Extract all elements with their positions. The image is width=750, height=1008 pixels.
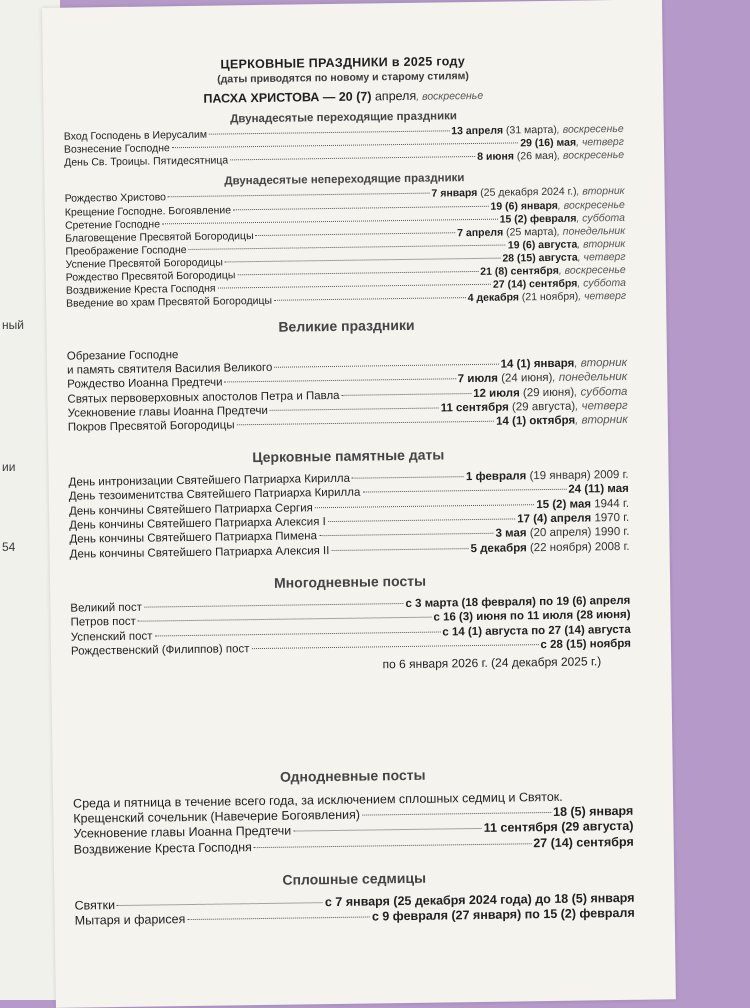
leader-dots bbox=[274, 297, 466, 301]
list-item-old-style: 1970 г. bbox=[591, 512, 629, 525]
list-item-old-style: (26 мая) bbox=[514, 150, 557, 163]
list-item-name: Рождество Пресвятой Богородицы bbox=[66, 269, 236, 284]
list-item-date: 4 декабря bbox=[468, 292, 519, 305]
list-item-period: с 9 февраля (27 января) по 15 (2) февраля bbox=[372, 906, 635, 924]
list-item-name: День тезоименитства Святейшего Патриарха Кирилла bbox=[69, 486, 361, 504]
leader-dots bbox=[270, 408, 439, 411]
pascha-day: , воскресенье bbox=[416, 90, 483, 103]
list-item-period: 11 сентября (29 августа) bbox=[484, 819, 634, 835]
list-item-period: с 7 января (25 декабря 2024 года) до 18 (5) января bbox=[325, 890, 635, 908]
list-item-weekday: , четверг bbox=[578, 251, 626, 264]
list-item-name: Петров пост bbox=[70, 615, 135, 630]
spacer bbox=[71, 667, 632, 755]
fixed-list bbox=[65, 185, 627, 311]
list-item-old-style: (31 марта) bbox=[503, 124, 557, 137]
list-item-name: День кончины Святейшего Патриарха Алексия I bbox=[69, 515, 326, 533]
list-item-name: Благовещение Пресвятой Богородицы bbox=[65, 230, 254, 246]
list-item-name: Вознесение Господне bbox=[64, 142, 170, 157]
list-item-weekday: , вторник bbox=[575, 414, 628, 427]
list-item-name: Обрезание Господне bbox=[67, 348, 179, 364]
list-item-date: 13 апреля bbox=[451, 125, 503, 138]
list-item-date: 7 января bbox=[431, 187, 477, 200]
leader-dots bbox=[237, 271, 478, 275]
list-item-date: 21 (8) сентября bbox=[480, 265, 559, 278]
leader-dots bbox=[237, 421, 495, 426]
list-item-name: Рождество Иоанна Предтечи bbox=[67, 376, 222, 393]
list-item-date: 17 (4) апреля bbox=[517, 512, 591, 525]
list-item-date: 15 (2) мая bbox=[536, 498, 591, 511]
leader-dots bbox=[187, 917, 370, 921]
adjacent-page-text: ный bbox=[2, 318, 24, 332]
list-item-date: 28 (15) августа bbox=[502, 252, 577, 265]
leader-dots bbox=[225, 258, 501, 263]
leader-dots bbox=[155, 631, 441, 636]
leader-dots bbox=[362, 812, 551, 816]
list-item-value bbox=[517, 511, 629, 527]
list-item-old-style: (24 июня) bbox=[498, 372, 553, 385]
list-item-name: Воздвижение Креста Господня bbox=[74, 840, 252, 858]
list-item-name: Великий пост bbox=[70, 601, 142, 616]
leader-dots bbox=[342, 393, 472, 396]
list-item-name: Вход Господень в Иерусалим bbox=[64, 129, 207, 144]
list-item-weekday: , вторник bbox=[576, 185, 624, 198]
list-item-name: Воздвижение Креста Господня bbox=[66, 283, 216, 298]
leader-dots bbox=[138, 617, 432, 622]
leader-dots bbox=[328, 518, 515, 522]
list-item-period: с 14 (1) августа по 27 (14) августа bbox=[442, 624, 631, 639]
list-item-value bbox=[553, 804, 633, 821]
list-item-date: 3 мая bbox=[495, 528, 526, 540]
list-item-value bbox=[496, 413, 628, 429]
list-item-name: День кончины Святейшего Патриарха Алексия II bbox=[70, 544, 330, 562]
list-item-date: 27 (14) сентября bbox=[493, 278, 578, 291]
leader-dots bbox=[252, 644, 539, 649]
leader-dots bbox=[362, 489, 566, 493]
leader-dots bbox=[254, 843, 531, 848]
list-item-name: Введение во храм Пресвятой Богородицы bbox=[66, 295, 272, 311]
leader-dots bbox=[189, 244, 506, 249]
leader-dots bbox=[352, 476, 464, 479]
leader-dots bbox=[144, 603, 404, 608]
list-item-name: Сретение Господне bbox=[65, 218, 160, 232]
leader-dots bbox=[218, 284, 491, 289]
great-list bbox=[67, 356, 628, 436]
list-item-period: 27 (14) сентября bbox=[533, 835, 634, 850]
list-item-date: 7 июля bbox=[458, 373, 498, 386]
list-item-period: с 28 (15) ноября bbox=[540, 638, 631, 651]
list-item-name: Святых первоверховных апостолов Петра и Павла bbox=[67, 389, 339, 407]
list-item-date: 24 (11) мая bbox=[568, 483, 629, 496]
list-item-value bbox=[533, 835, 634, 852]
list-item-name: Крещенский сочельник (Навечерие Богоявления) bbox=[73, 807, 360, 827]
list-item-value bbox=[468, 290, 627, 305]
pascha-line bbox=[63, 86, 623, 108]
leader-dots bbox=[168, 193, 430, 198]
list-item-name: День интронизации Святейшего Патриарха Кирилла bbox=[69, 471, 351, 489]
section-title-multiday: Многодневные посты bbox=[70, 570, 630, 594]
section-title-moveable: Двунадесятые переходящие праздники bbox=[64, 108, 624, 128]
booklet-page bbox=[42, 0, 676, 1008]
list-item-weekday: , воскресенье bbox=[557, 123, 624, 136]
list-item-period: с 16 (3) июня по 11 июля (28 июня) bbox=[433, 609, 630, 624]
list-item-weekday: , понедельник bbox=[557, 225, 625, 238]
leader-dots bbox=[172, 142, 519, 148]
list-item-name: Рождественский (Филиппов) пост bbox=[71, 642, 250, 659]
list-item-date: 11 сентября bbox=[441, 402, 509, 415]
oneday-list bbox=[73, 804, 634, 859]
list-item-name: Преображение Господне bbox=[65, 244, 186, 259]
pascha-month: апреля bbox=[375, 89, 416, 104]
page-subtitle: (даты приводятся по новому и старому стилям) bbox=[63, 68, 623, 88]
list-item-weekday: , суббота bbox=[574, 385, 627, 398]
list-item-weekday: , четверг bbox=[576, 136, 624, 149]
list-item-name: Рождество Христово bbox=[65, 192, 167, 207]
list-item-old-style: (25 марта) bbox=[503, 226, 557, 239]
oneday-note: Среда и пятница в течение всего года, за исключением сплошных седмиц и Святок. bbox=[73, 787, 633, 811]
list-item-weekday: , понедельник bbox=[552, 371, 627, 384]
list-item-value bbox=[477, 149, 624, 164]
list-item-value bbox=[471, 539, 630, 556]
memorial-list bbox=[69, 468, 630, 562]
leader-dots bbox=[209, 130, 449, 134]
list-item-date: 19 (6) августа bbox=[508, 238, 578, 251]
leader-dots bbox=[162, 218, 498, 224]
leader-dots bbox=[230, 156, 475, 160]
list-item-old-style: 1944 г. bbox=[591, 497, 629, 510]
list-item-date: 5 декабря bbox=[471, 542, 527, 555]
list-item-name: Святки bbox=[74, 898, 115, 914]
list-item-name: и память святителя Василия Великого bbox=[67, 361, 272, 378]
list-item-weekday: , суббота bbox=[576, 212, 625, 225]
solid-list bbox=[74, 890, 634, 929]
section-title-great: Великие праздники bbox=[66, 313, 626, 337]
list-item-name: День кончины Святейшего Патриарха Пимена bbox=[69, 529, 317, 547]
moveable-list bbox=[64, 123, 624, 170]
list-item-value bbox=[540, 637, 631, 653]
list-item-weekday: , суббота bbox=[577, 277, 626, 290]
leader-dots bbox=[331, 548, 468, 551]
multiday-list bbox=[70, 594, 631, 659]
page-title: ЦЕРКОВНЫЕ ПРАЗДНИКИ в 2025 году bbox=[63, 52, 623, 74]
list-item-old-style: (25 декабря 2024 г.) bbox=[477, 186, 576, 199]
list-item-date: 29 (16) мая bbox=[520, 137, 576, 150]
list-item-old-style: (20 апреля) 1990 г. bbox=[527, 526, 630, 539]
list-item-weekday: , воскресенье bbox=[557, 149, 624, 162]
list-item-value bbox=[372, 906, 635, 925]
list-item-period: 18 (5) января bbox=[553, 804, 633, 819]
list-item-name: Крещение Господне. Богоявление bbox=[65, 204, 231, 219]
list-item-value bbox=[568, 482, 629, 497]
list-item-name: День кончины Святейшего Патриарха Сергия bbox=[69, 501, 313, 519]
list-item-old-style: (19 января) 2009 г. bbox=[526, 469, 628, 482]
list-item-period: с 3 марта (18 февраля) по 19 (6) апреля bbox=[405, 595, 630, 610]
list-item-name: Усекновение главы Иоанна Предтечи bbox=[73, 824, 291, 843]
list-item-old-style: (29 июня) bbox=[520, 386, 575, 399]
list-item-date: 14 (1) октября bbox=[496, 415, 575, 428]
list-item-weekday: , воскресенье bbox=[559, 264, 626, 277]
leader-dots bbox=[233, 205, 488, 210]
list-item-weekday: , воскресенье bbox=[558, 198, 625, 211]
leader-dots bbox=[274, 364, 498, 368]
pascha-main: ПАСХА ХРИСТОВА — 20 (7) bbox=[203, 89, 371, 105]
list-item-date: 7 апреля bbox=[457, 226, 503, 239]
list-item-date: 8 июня bbox=[477, 151, 514, 164]
list-item-name: День Св. Троицы. Пятидесятница bbox=[64, 155, 228, 170]
list-item-old-style: (22 ноября) 2008 г. bbox=[527, 540, 630, 553]
list-item-weekday: , вторник bbox=[577, 238, 625, 251]
leader-dots bbox=[117, 902, 323, 906]
section-title-memorial: Церковные памятные даты bbox=[68, 444, 628, 468]
page-content bbox=[63, 52, 635, 932]
leader-dots bbox=[293, 828, 482, 832]
list-item-old-style: (21 ноября) bbox=[519, 291, 578, 304]
list-item-date: 12 июля bbox=[473, 387, 520, 400]
list-item-name: Успенский пост bbox=[71, 629, 153, 645]
list-item-date: 19 (6) января bbox=[490, 199, 558, 212]
list-item-date: 14 (1) января bbox=[500, 357, 574, 370]
section-title-oneday: Однодневные посты bbox=[73, 763, 633, 787]
list-item-weekday: , четверг bbox=[578, 290, 626, 303]
list-item-weekday: , вторник bbox=[574, 357, 627, 370]
list-item-name: Мытаря и фарисея bbox=[75, 912, 186, 929]
list-item-weekday: , четверг bbox=[575, 400, 628, 413]
list-item-name: Усекновение главы Иоанна Предтечи bbox=[68, 404, 268, 421]
list-item-name: Покров Пресвятой Богородицы bbox=[68, 419, 235, 436]
leader-dots bbox=[319, 533, 494, 536]
list-item-date: 1 февраля bbox=[466, 470, 527, 483]
adjacent-page-text: 54 bbox=[2, 540, 15, 554]
leader-dots bbox=[256, 232, 456, 236]
list-item-date: 15 (2) февраля bbox=[500, 212, 577, 225]
leader-dots bbox=[224, 379, 455, 383]
adjacent-page-text: ии bbox=[2, 460, 15, 474]
multiday-continuation: по 6 января 2026 г. (24 декабря 2025 г.) bbox=[71, 653, 631, 675]
list-item-old-style: (29 августа) bbox=[509, 401, 576, 414]
section-title-fixed: Двунадесятые непереходящие праздники bbox=[64, 170, 624, 190]
leader-dots bbox=[315, 504, 535, 508]
list-item-value bbox=[536, 496, 629, 512]
section-title-solid: Сплошные седмицы bbox=[74, 866, 634, 890]
list-item-name: Успение Пресвятой Богородицы bbox=[66, 257, 223, 272]
